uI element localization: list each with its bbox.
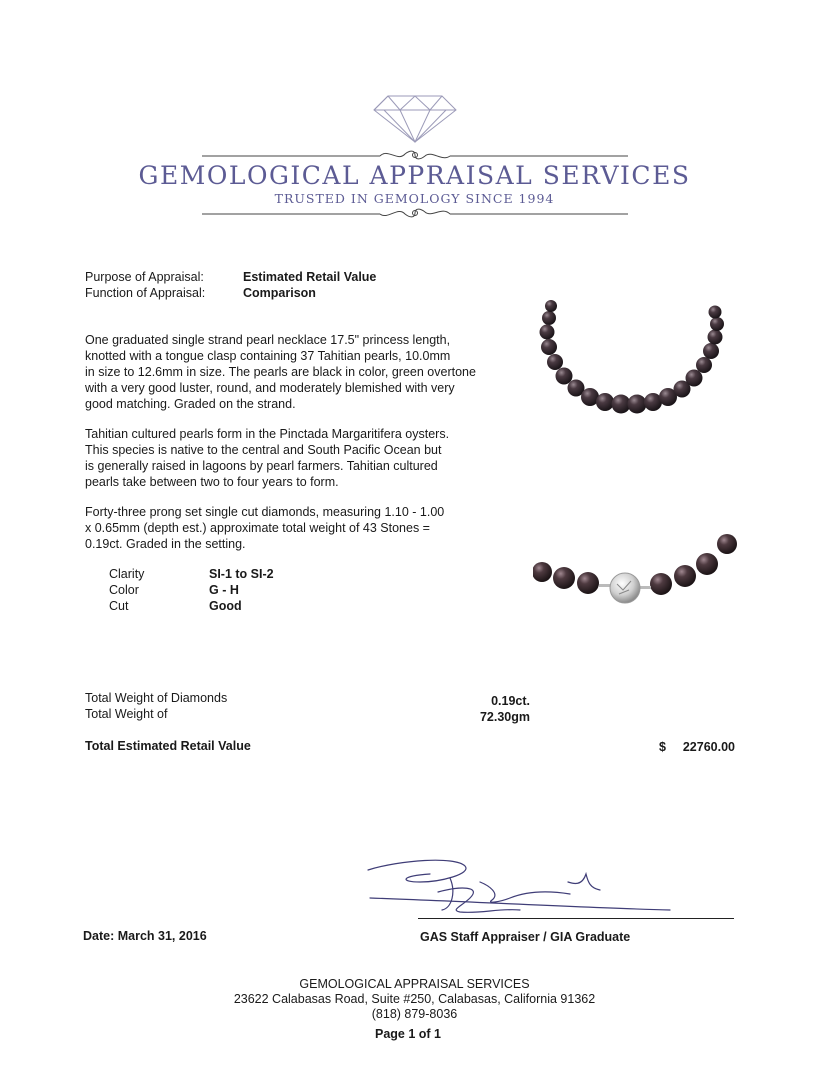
appraiser-signature — [360, 852, 690, 922]
total-retail-label: Total Estimated Retail Value — [85, 739, 251, 753]
footer-phone: (818) 879-8036 — [371, 1007, 458, 1021]
color-value: G - H — [209, 583, 239, 597]
footer-company: GEMOLOGICAL APPRAISAL SERVICES — [299, 977, 530, 991]
currency-symbol: $ — [659, 740, 666, 754]
pearl-necklace-photo — [535, 300, 735, 422]
footer-address: 23622 Calabasas Road, Suite #250, Calabasas, California 91362 — [233, 992, 596, 1006]
color-label: Color — [109, 583, 139, 597]
tahitian-line: pearls take between two to four years to form. — [85, 475, 339, 489]
total-weight-value: 72.30gm — [479, 710, 530, 724]
clasp-photo — [533, 528, 738, 610]
diamonds-description — [85, 504, 515, 552]
diamonds-line: Forty-three prong set single cut diamonds, measuring 1.10 - 1.00 — [85, 505, 445, 519]
necklace-line: good matching. Graded on the strand. — [85, 397, 296, 411]
top-ornament-line — [200, 148, 630, 162]
purpose-value: Estimated Retail Value — [243, 270, 377, 284]
brand-name: GEMOLOGICAL APPRAISAL SERVICES — [138, 161, 691, 190]
cut-value: Good — [209, 599, 242, 613]
total-diamond-weight-value: 0.19ct. — [491, 694, 530, 708]
necklace-description — [85, 332, 515, 412]
necklace-line: knotted with a tongue clasp containing 37 Tahitian pearls, 10.0mm — [85, 349, 451, 363]
tahitian-line: Tahitian cultured pearls form in the Pinctada Margaritifera oysters. — [85, 427, 450, 441]
function-value: Comparison — [243, 286, 316, 300]
tahitian-line: This species is native to the central and South Pacific Ocean but — [85, 443, 442, 457]
tahitian-line: is generally raised in lagoons by pearl farmers. Tahitian cultured — [85, 459, 438, 473]
diamond-icon — [370, 92, 460, 144]
purpose-label: Purpose of Appraisal: — [85, 270, 204, 284]
appraisal-date: Date: March 31, 2016 — [83, 929, 207, 943]
total-diamond-weight-label: Total Weight of Diamonds — [85, 691, 228, 705]
total-retail-value: 22760.00 — [682, 740, 735, 754]
appraiser-title: GAS Staff Appraiser / GIA Graduate — [420, 930, 631, 944]
signature-line — [418, 918, 734, 919]
bottom-ornament-line — [200, 206, 630, 220]
cut-label: Cut — [109, 599, 129, 613]
tahitian-description — [85, 426, 515, 490]
page-number: Page 1 of 1 — [375, 1027, 441, 1041]
brand-tagline: TRUSTED IN GEMOLOGY SINCE 1994 — [274, 191, 555, 206]
diamonds-line: 0.19ct. Graded in the setting. — [85, 537, 246, 551]
diamonds-line: x 0.65mm (depth est.) approximate total weight of 43 Stones = — [85, 521, 430, 535]
necklace-line: with a very good luster, round, and moderately blemished with very — [85, 381, 455, 395]
total-weight-label: Total Weight of — [85, 707, 168, 721]
function-label: Function of Appraisal: — [85, 286, 206, 300]
necklace-line: in size to 12.6mm in size. The pearls are black in color, green overtone — [85, 365, 476, 379]
clarity-label: Clarity — [109, 567, 145, 581]
clarity-value: SI-1 to SI-2 — [209, 567, 274, 581]
necklace-line: One graduated single strand pearl necklace 17.5" princess length, — [85, 333, 451, 347]
